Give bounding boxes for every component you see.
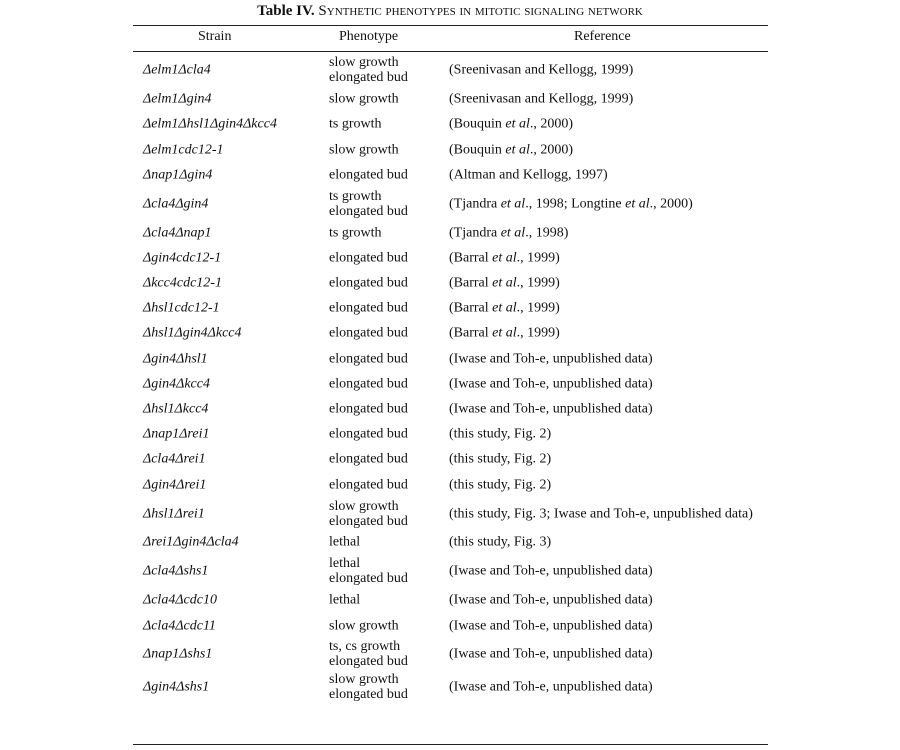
reference-cell: (this study, Fig. 3; Iwase and Toh-e, unpublished data) xyxy=(449,506,753,522)
table-row xyxy=(0,162,900,187)
table-title-text: Synthetic phenotypes in mitotic signaling network xyxy=(318,3,643,19)
phenotype-cell: lethal xyxy=(329,592,361,608)
reference-cell: (Barral et al., 1999) xyxy=(449,300,560,316)
table-title-label: Table IV. xyxy=(257,3,315,19)
strain-cell: Δcla4Δrei1 xyxy=(143,451,206,467)
strain-cell: Δcla4Δshs1 xyxy=(143,563,209,579)
table-row xyxy=(0,638,900,671)
reference-cell: (Tjandra et al., 1998) xyxy=(449,225,569,241)
table-row xyxy=(0,321,900,346)
table-row xyxy=(0,613,900,638)
phenotype-cell: elongated bud xyxy=(329,325,408,341)
reference-cell: (Sreenivasan and Kellogg, 1999) xyxy=(449,62,634,78)
phenotype-cell: ts growth elongated bud xyxy=(329,188,408,219)
table-row xyxy=(0,588,900,613)
phenotype-cell: slow growth elongated bud xyxy=(329,498,408,529)
phenotype-cell: elongated bud xyxy=(329,401,408,417)
table-row xyxy=(0,296,900,321)
header-rule xyxy=(133,51,768,52)
strain-cell: Δnap1Δrei1 xyxy=(143,426,210,442)
strain-cell: Δgin4Δhsl1 xyxy=(143,351,208,367)
strain-cell: Δkcc4cdc12-1 xyxy=(143,275,222,291)
phenotype-cell: elongated bud xyxy=(329,376,408,392)
table-row xyxy=(0,371,900,396)
phenotype-cell: elongated bud xyxy=(329,167,408,183)
table-row xyxy=(0,447,900,472)
column-header-reference: Reference xyxy=(574,29,631,44)
reference-cell: (Tjandra et al., 1998; Longtine et al., 2000) xyxy=(449,196,693,212)
strain-cell: Δgin4Δshs1 xyxy=(143,679,210,695)
strain-cell: Δelm1Δcla4 xyxy=(143,62,211,78)
phenotype-cell: elongated bud xyxy=(329,451,408,467)
phenotype-cell: ts, cs growth elongated bud xyxy=(329,639,408,670)
reference-cell: (this study, Fig. 3) xyxy=(449,534,552,550)
table-row xyxy=(0,245,900,270)
reference-cell: (Barral et al., 1999) xyxy=(449,325,560,341)
table-row xyxy=(0,530,900,555)
reference-cell: (Sreenivasan and Kellogg, 1999) xyxy=(449,91,634,107)
table-title xyxy=(0,2,900,20)
strain-cell: Δnap1Δshs1 xyxy=(143,646,213,662)
reference-cell: (Iwase and Toh-e, unpublished data) xyxy=(449,563,653,579)
strain-cell: Δcla4Δnap1 xyxy=(143,225,212,241)
reference-cell: (Iwase and Toh-e, unpublished data) xyxy=(449,376,653,392)
table-row xyxy=(0,187,900,220)
reference-cell: (Iwase and Toh-e, unpublished data) xyxy=(449,592,653,608)
table-header xyxy=(0,29,900,47)
strain-cell: Δelm1Δgin4 xyxy=(143,91,212,107)
strain-cell: Δelm1cdc12-1 xyxy=(143,142,224,158)
phenotype-cell: elongated bud xyxy=(329,477,408,493)
strain-cell: Δcla4Δgin4 xyxy=(143,196,209,212)
reference-cell: (Bouquin et al., 2000) xyxy=(449,116,574,132)
phenotype-cell: elongated bud xyxy=(329,300,408,316)
reference-cell: (Iwase and Toh-e, unpublished data) xyxy=(449,646,653,662)
phenotype-cell: elongated bud xyxy=(329,250,408,266)
reference-cell: (Altman and Kellogg, 1997) xyxy=(449,167,608,183)
table-row xyxy=(0,137,900,162)
reference-cell: (Iwase and Toh-e, unpublished data) xyxy=(449,351,653,367)
column-header-strain: Strain xyxy=(198,29,232,44)
phenotype-cell: lethal xyxy=(329,534,361,550)
phenotype-cell: slow growth xyxy=(329,91,399,107)
reference-cell: (Barral et al., 1999) xyxy=(449,275,560,291)
phenotype-cell: slow growth elongated bud xyxy=(329,55,408,86)
table-row xyxy=(0,54,900,87)
phenotype-cell: slow growth xyxy=(329,618,399,634)
strain-cell: Δcla4Δcdc11 xyxy=(143,618,216,634)
reference-cell: (Bouquin et al., 2000) xyxy=(449,142,574,158)
strain-cell: Δnap1Δgin4 xyxy=(143,167,213,183)
phenotype-cell: slow growth xyxy=(329,142,399,158)
top-rule xyxy=(133,25,768,26)
column-header-phenotype: Phenotype xyxy=(339,29,399,44)
table-row xyxy=(0,497,900,530)
phenotype-cell: ts growth xyxy=(329,116,382,132)
strain-cell: Δgin4Δrei1 xyxy=(143,477,207,493)
phenotype-cell: elongated bud xyxy=(329,275,408,291)
table-row xyxy=(0,396,900,421)
table-row xyxy=(0,671,900,704)
phenotype-cell: ts growth xyxy=(329,225,382,241)
reference-cell: (Iwase and Toh-e, unpublished data) xyxy=(449,679,653,695)
table-row xyxy=(0,112,900,137)
reference-cell: (Iwase and Toh-e, unpublished data) xyxy=(449,618,653,634)
strain-cell: Δhsl1cdc12-1 xyxy=(143,300,220,316)
phenotype-cell: lethal elongated bud xyxy=(329,556,408,587)
table-body xyxy=(0,54,900,744)
table-row xyxy=(0,87,900,112)
phenotype-cell: elongated bud xyxy=(329,351,408,367)
table-row xyxy=(0,555,900,588)
strain-cell: Δrei1Δgin4Δcla4 xyxy=(143,534,239,550)
table-row xyxy=(0,271,900,296)
table-row xyxy=(0,472,900,497)
strain-cell: Δhsl1Δrei1 xyxy=(143,506,205,522)
strain-cell: Δhsl1Δkcc4 xyxy=(143,401,209,417)
reference-cell: (Iwase and Toh-e, unpublished data) xyxy=(449,401,653,417)
table-row xyxy=(0,422,900,447)
strain-cell: Δgin4cdc12-1 xyxy=(143,250,222,266)
phenotype-cell: elongated bud xyxy=(329,426,408,442)
reference-cell: (this study, Fig. 2) xyxy=(449,477,552,493)
strain-cell: Δcla4Δcdc10 xyxy=(143,592,217,608)
strain-cell: Δhsl1Δgin4Δkcc4 xyxy=(143,325,242,341)
table-row xyxy=(0,346,900,371)
phenotype-cell: slow growth elongated bud xyxy=(329,672,408,703)
bottom-rule xyxy=(133,744,768,745)
table-row xyxy=(0,220,900,245)
strain-cell: Δgin4Δkcc4 xyxy=(143,376,210,392)
reference-cell: (this study, Fig. 2) xyxy=(449,426,552,442)
reference-cell: (this study, Fig. 2) xyxy=(449,451,552,467)
strain-cell: Δelm1Δhsl1Δgin4Δkcc4 xyxy=(143,116,277,132)
reference-cell: (Barral et al., 1999) xyxy=(449,250,560,266)
